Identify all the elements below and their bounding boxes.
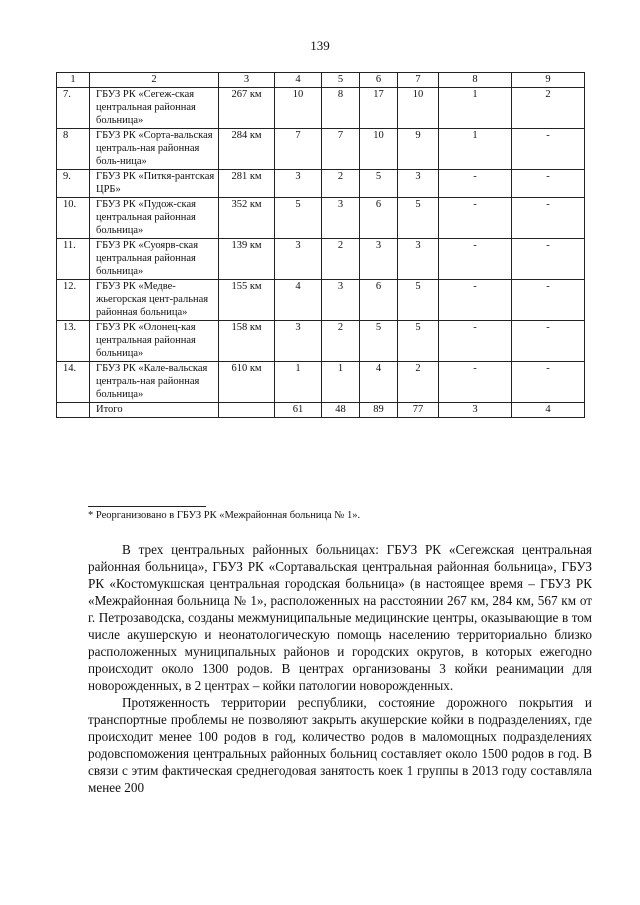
total-label: Итого xyxy=(90,403,219,418)
value-col-9: - xyxy=(512,239,585,280)
value-col-7: 5 xyxy=(398,280,439,321)
row-index: 8 xyxy=(57,129,90,170)
total-col-8: 3 xyxy=(439,403,512,418)
value-col-7: 3 xyxy=(398,170,439,198)
row-index: 12. xyxy=(57,280,90,321)
distance: 139 км xyxy=(219,239,275,280)
value-col-9: - xyxy=(512,170,585,198)
value-col-8: - xyxy=(439,170,512,198)
footnote-rule xyxy=(88,506,206,507)
value-col-6: 4 xyxy=(360,362,398,403)
value-col-5: 7 xyxy=(322,129,360,170)
value-col-5: 2 xyxy=(322,239,360,280)
value-col-7: 2 xyxy=(398,362,439,403)
value-col-4: 4 xyxy=(275,280,322,321)
header-cell: 8 xyxy=(439,73,512,88)
value-col-4: 10 xyxy=(275,88,322,129)
total-index xyxy=(57,403,90,418)
value-col-5: 3 xyxy=(322,198,360,239)
value-col-8: 1 xyxy=(439,88,512,129)
value-col-8: - xyxy=(439,239,512,280)
total-col-9: 4 xyxy=(512,403,585,418)
distance: 352 км xyxy=(219,198,275,239)
distance: 267 км xyxy=(219,88,275,129)
header-cell: 7 xyxy=(398,73,439,88)
value-col-7: 5 xyxy=(398,321,439,362)
total-col-7: 77 xyxy=(398,403,439,418)
value-col-6: 17 xyxy=(360,88,398,129)
value-col-9: - xyxy=(512,198,585,239)
table-row xyxy=(57,362,585,403)
value-col-6: 10 xyxy=(360,129,398,170)
value-col-4: 3 xyxy=(275,239,322,280)
value-col-6: 5 xyxy=(360,170,398,198)
value-col-9: 2 xyxy=(512,88,585,129)
table-row xyxy=(57,170,585,198)
value-col-4: 1 xyxy=(275,362,322,403)
table-header-row xyxy=(57,73,585,88)
hospital-name: ГБУЗ РК «Олонец-кая центральная районная больница» xyxy=(90,321,219,362)
value-col-4: 7 xyxy=(275,129,322,170)
hospital-name: ГБУЗ РК «Пудож-ская центральная районная больница» xyxy=(90,198,219,239)
value-col-7: 9 xyxy=(398,129,439,170)
value-col-8: - xyxy=(439,198,512,239)
page-number: 139 xyxy=(310,38,330,53)
distance: 158 км xyxy=(219,321,275,362)
body-text xyxy=(88,541,592,796)
footnote: * Реорганизовано в ГБУЗ РК «Межрайонная больница № 1». xyxy=(88,510,361,521)
row-index: 14. xyxy=(57,362,90,403)
header-cell: 9 xyxy=(512,73,585,88)
paragraph: В трех центральных районных больницах: ГБУЗ РК «Сегежская центральная районная больница», ГБУЗ РК «Сортавальская центральная районная больница», ГБУЗ РК «Костомукшская центральная городская больница» (в настоящее время – ГБУЗ РК «Межрайонная больница № 1», расположенных на расстоянии 267 км, 284 км, 567 км от г. Петрозаводска, созданы межмуниципальные медицинские центры, оказывающие в том числе акушерскую и неонатологическую помощь населению территориально близко расположенных муниципальных районов и городских округов, в которых ежегодно происходит около 1300 родов. В центрах организованы 3 койки реанимации для новорожденных, в 2 центрах – койки патологии новорожденных. xyxy=(88,542,592,693)
value-col-5: 2 xyxy=(322,170,360,198)
hospital-name: ГБУЗ РК «Кале-вальская централь-ная районная больница» xyxy=(90,362,219,403)
header-cell: 6 xyxy=(360,73,398,88)
value-col-9: - xyxy=(512,321,585,362)
table-total-row xyxy=(57,403,585,418)
value-col-7: 3 xyxy=(398,239,439,280)
hospital-name: ГБУЗ РК «Сегеж-ская центральная районная больница» xyxy=(90,88,219,129)
table-row xyxy=(57,88,585,129)
row-index: 13. xyxy=(57,321,90,362)
value-col-6: 3 xyxy=(360,239,398,280)
value-col-5: 8 xyxy=(322,88,360,129)
row-index: 10. xyxy=(57,198,90,239)
row-index: 7. xyxy=(57,88,90,129)
hospital-name: ГБУЗ РК «Сорта-вальская централь-ная районная боль-ница» xyxy=(90,129,219,170)
total-distance xyxy=(219,403,275,418)
distance: 284 км xyxy=(219,129,275,170)
value-col-8: - xyxy=(439,362,512,403)
value-col-6: 6 xyxy=(360,280,398,321)
value-col-4: 3 xyxy=(275,321,322,362)
table-row xyxy=(57,239,585,280)
value-col-9: - xyxy=(512,129,585,170)
table-row xyxy=(57,280,585,321)
header-cell: 3 xyxy=(219,73,275,88)
row-index: 11. xyxy=(57,239,90,280)
value-col-8: - xyxy=(439,280,512,321)
value-col-5: 1 xyxy=(322,362,360,403)
distance: 610 км xyxy=(219,362,275,403)
value-col-6: 5 xyxy=(360,321,398,362)
value-col-8: - xyxy=(439,321,512,362)
hospitals-table xyxy=(56,72,585,418)
total-col-4: 61 xyxy=(275,403,322,418)
table-row xyxy=(57,321,585,362)
value-col-8: 1 xyxy=(439,129,512,170)
header-cell: 1 xyxy=(57,73,90,88)
value-col-4: 3 xyxy=(275,170,322,198)
header-cell: 2 xyxy=(90,73,219,88)
paragraph: Протяженность территории республики, состояние дорожного покрытия и транспортные проблемы не позволяют закрыть акушерские койки в подразделениях, где происходит менее 100 родов в год, количество родов в маломощных подразделениях родовспоможения центральных районных больниц составляет около 1500 родов в год. В связи с этим фактическая среднегодовая занятость коек 1 группы в 2013 году составляла менее 200 xyxy=(88,695,592,795)
distance: 155 км xyxy=(219,280,275,321)
value-col-5: 3 xyxy=(322,280,360,321)
total-col-5: 48 xyxy=(322,403,360,418)
value-col-5: 2 xyxy=(322,321,360,362)
header-cell: 5 xyxy=(322,73,360,88)
header-cell: 4 xyxy=(275,73,322,88)
value-col-7: 10 xyxy=(398,88,439,129)
value-col-9: - xyxy=(512,280,585,321)
value-col-7: 5 xyxy=(398,198,439,239)
value-col-9: - xyxy=(512,362,585,403)
value-col-6: 6 xyxy=(360,198,398,239)
distance: 281 км xyxy=(219,170,275,198)
hospital-name: ГБУЗ РК «Суоярв-ская центральная районная больница» xyxy=(90,239,219,280)
value-col-4: 5 xyxy=(275,198,322,239)
total-col-6: 89 xyxy=(360,403,398,418)
table-row xyxy=(57,129,585,170)
table-row xyxy=(57,198,585,239)
row-index: 9. xyxy=(57,170,90,198)
hospital-name: ГБУЗ РК «Питкя-рантская ЦРБ» xyxy=(90,170,219,198)
hospital-name: ГБУЗ РК «Медве-жьегорская цент-ральная районная больница» xyxy=(90,280,219,321)
